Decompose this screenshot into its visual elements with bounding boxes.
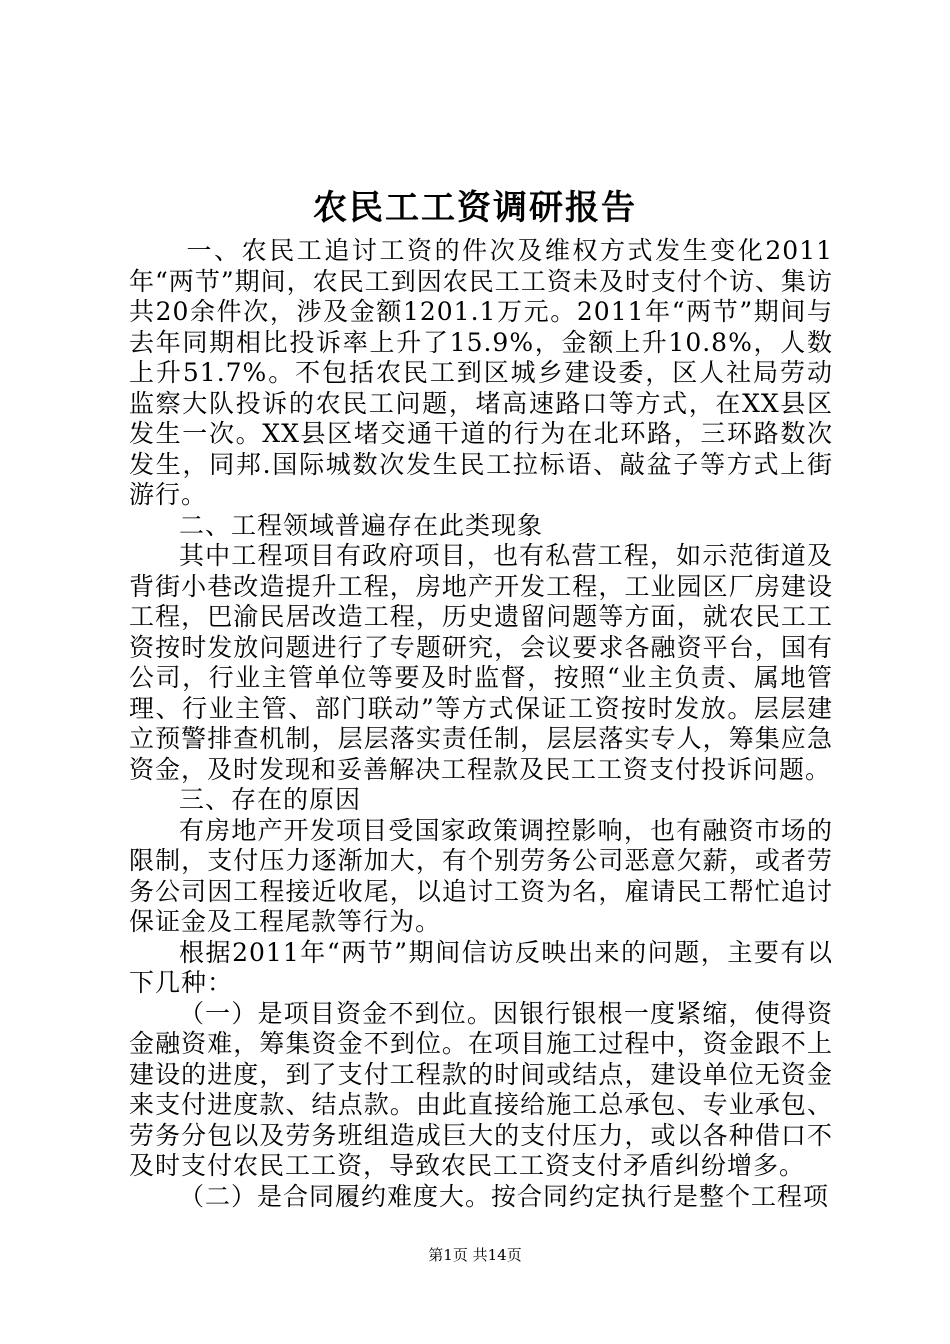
section-heading-3: 三、存在的原因 [179, 785, 362, 814]
paragraph-1: 一、农民工追讨工资的件次及维权方式发生变化2011年“两节”期间，农民工到因农民工工资未及时支付个访、集访共20余件次，涉及金额1201.1万元。2011年“两节”期间与去年同期相比投诉率上升了15.9%，金额上升10.8%，人数上升51.7%。不包括农民工到区城乡建设委，区人社局劳动监察大队投诉的农民工问题，堵高速路口等方式，在XX县区发生一次。XX县区堵交通干道的行为在北环路，三环路数次发生，同邦.国际城数次发生民工拉标语、敲盆子等方式上街游行。 [129, 236, 833, 509]
document-title: 农民工工资调研报告 [313, 188, 637, 228]
document-body [129, 236, 833, 1212]
paragraph-3: 有房地产开发项目受国家政策调控影响，也有融资市场的限制，支付压力逐渐加大，有个别劳务公司恶意欠薪，或者劳务公司因工程接近收尾，以追讨工资为名，雇请民工帮忙追讨保证金及工程尾款等行为。 [129, 815, 833, 936]
page-number-footer: 第1页 共14页 [428, 1246, 522, 1264]
paragraph-6: （二）是合同履约难度大。按合同约定执行是整个工程项 [179, 1181, 830, 1211]
paragraph-5: （一）是项目资金不到位。因银行银根一度紧缩，使得资金融资难，筹集资金不到位。在项目施工过程中，资金跟不上建设的进度，到了支付工程款的时间或结点，建设单位无资金来支付进度款、结点款。由此直接给施工总承包、专业承包、劳务分包以及劳务班组造成巨大的支付压力，或以各种借口不及时支付农民工工资，导致农民工工资支付矛盾纠纷增多。 [129, 998, 833, 1180]
section-heading-2: 二、工程领域普遍存在此类现象 [179, 510, 544, 540]
paragraph-2: 其中工程项目有政府项目，也有私营工程，如示范街道及背街小巷改造提升工程，房地产开发工程，工业园区厂房建设工程，巴渝民居改造工程，历史遗留问题等方面，就农民工工资按时发放问题进行了专题研究，会议要求各融资平台，国有公司，行业主管单位等要及时监督，按照“业主负责、属地管理、行业主管、部门联动”等方式保证工资按时发放。层层建立预警排查机制，层层落实责任制，层层落实专人，筹集应急资金，及时发现和妥善解决工程款及民工工资支付投诉问题。 [129, 541, 833, 784]
paragraph-4: 根据2011年“两节”期间信访反映出来的问题，主要有以下几种： [129, 937, 833, 997]
